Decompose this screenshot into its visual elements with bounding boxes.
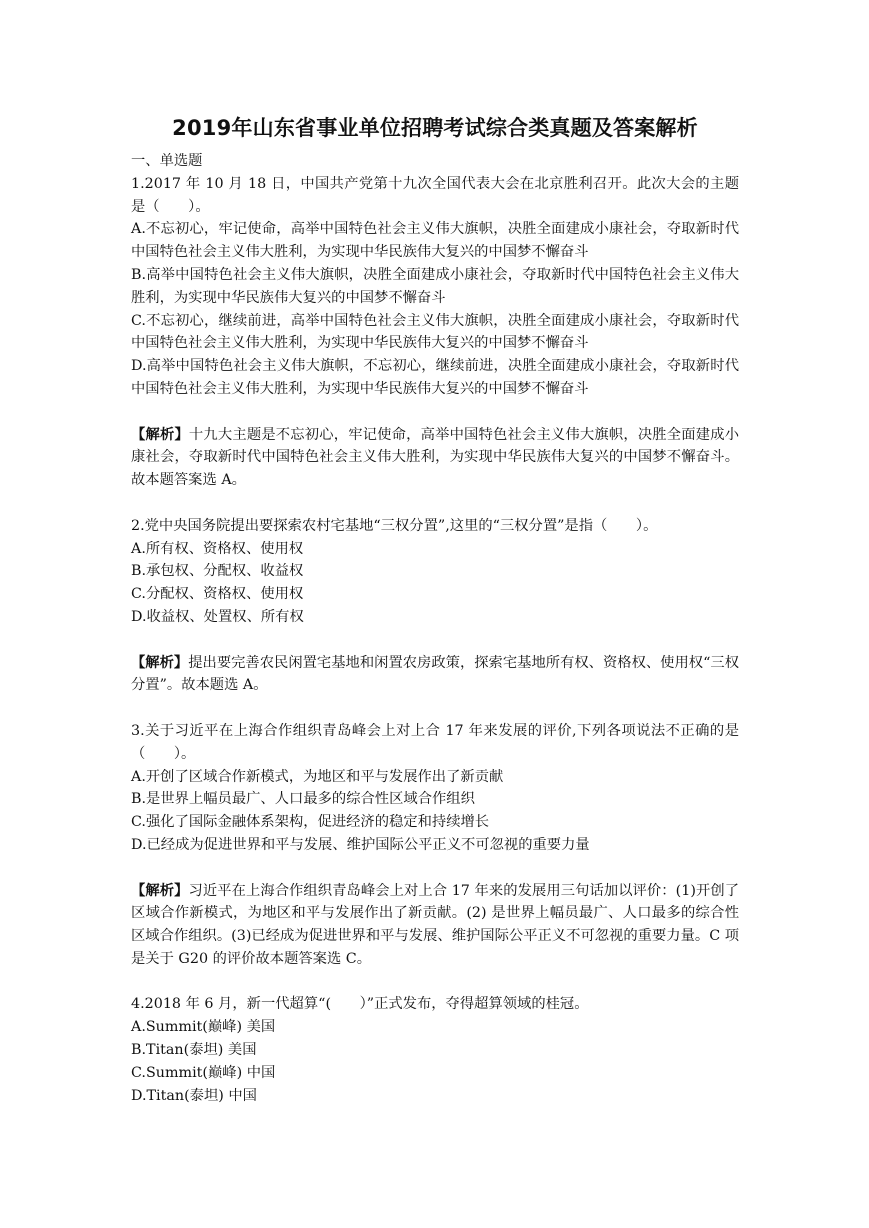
analysis-text: 提出要完善农民闲置宅基地和闲置农房政策，探索宅基地所有权、资格权、使用权“三权分置”。故本题选 A。: [131, 654, 740, 694]
analysis: [131, 652, 739, 698]
option-c: C.不忘初心，继续前进，高举中国特色社会主义伟大旗帜，决胜全面建成小康社会，夺取新时代中国特色社会主义伟大胜利，为实现中华民族伟大复兴的中国梦不懈奋斗: [131, 312, 739, 352]
option-d: D.收益权、处置权、所有权: [131, 608, 304, 625]
question-stem: 2.党中央国务院提出要探索农村宅基地“三权分置”,这里的“三权分置”是指（ ）。: [131, 517, 658, 534]
section-heading: 一、单选题: [131, 153, 203, 169]
analysis-label: 【解析】: [131, 426, 189, 443]
question-3: [131, 720, 739, 994]
option-d: D.Titan(泰坦) 中国: [131, 1087, 257, 1104]
option-c: C.Summit(巅峰) 中国: [131, 1064, 276, 1081]
question-4: [131, 993, 739, 1107]
document-title: 2019年山东省事业单位招聘考试综合类真题及答案解析: [172, 116, 698, 140]
option-b: B.高举中国特色社会主义伟大旗帜，决胜全面建成小康社会，夺取新时代中国特色社会主义伟大胜利，为实现中华民族伟大复兴的中国梦不懈奋斗: [131, 266, 739, 306]
analysis-label: 【解析】: [131, 654, 189, 671]
document-page: [131, 112, 739, 1107]
option-a: A.开创了区域合作新模式，为地区和平与发展作出了新贡献: [131, 768, 504, 785]
analysis-label: 【解析】: [131, 882, 189, 899]
option-a: A.不忘初心，牢记使命，高举中国特色社会主义伟大旗帜，决胜全面建成小康社会，夺取新时代中国特色社会主义伟大胜利，为实现中华民族伟大复兴的中国梦不懈奋斗: [131, 221, 739, 261]
analysis: [131, 880, 739, 971]
question-stem: 4.2018 年 6 月，新一代超算“( ）”正式发布，夺得超算领域的桂冠。: [131, 996, 589, 1013]
option-a: A.Summit(巅峰) 美国: [131, 1019, 276, 1036]
analysis: [131, 424, 739, 492]
option-b: B.是世界上幅员最广、人口最多的综合性区域合作组织: [131, 791, 475, 808]
option-c: C.分配权、资格权、使用权: [131, 586, 304, 603]
option-d: D.高举中国特色社会主义伟大旗帜，不忘初心，继续前进，决胜全面建成小康社会，夺取新时代中国特色社会主义伟大胜利，为实现中华民族伟大复兴的中国梦不懈奋斗: [131, 358, 739, 397]
option-a: A.所有权、资格权、使用权: [131, 540, 304, 557]
option-c: C.强化了国际金融体系架构，促进经济的稳定和持续增长: [131, 814, 490, 831]
option-d: D.已经成为促进世界和平与发展、维护国际公平正义不可忽视的重要力量: [131, 836, 590, 853]
question-stem: 1.2017 年 10 月 18 日，中国共产党第十九次全国代表大会在北京胜利召开。此次大会的主题是（ ）。: [131, 175, 739, 215]
analysis-text: 十九大主题是不忘初心，牢记使命，高举中国特色社会主义伟大旗帜，决胜全面建成小康社会，夺取新时代中国特色社会主义伟大胜利，为实现中华民族伟大复兴的中国梦不懈奋斗。故本题答案选 A。: [131, 426, 739, 489]
option-b: B.Titan(泰坦) 美国: [131, 1042, 257, 1059]
question-stem: 3.关于习近平在上海合作组织青岛峰会上对上合 17 年来发展的评价,下列各项说法不正确的是（ ）。: [131, 722, 739, 762]
option-b: B.承包权、分配权、收益权: [131, 563, 304, 580]
question-2: [131, 515, 739, 720]
question-1: [131, 173, 739, 515]
analysis-text: 习近平在上海合作组织青岛峰会上对上合 17 年来的发展用三句话加以评价：(1)开创了区域合作新模式，为地区和平与发展作出了新贡献。(2) 是世界上幅员最广、人口最多的综合性区域合作组织。(3)已经成为促进世界和平与发展、维护国际公平正义不可忽视的重要力量。C 项是关于 G20 的评价故本题答案选 C。: [131, 882, 740, 967]
